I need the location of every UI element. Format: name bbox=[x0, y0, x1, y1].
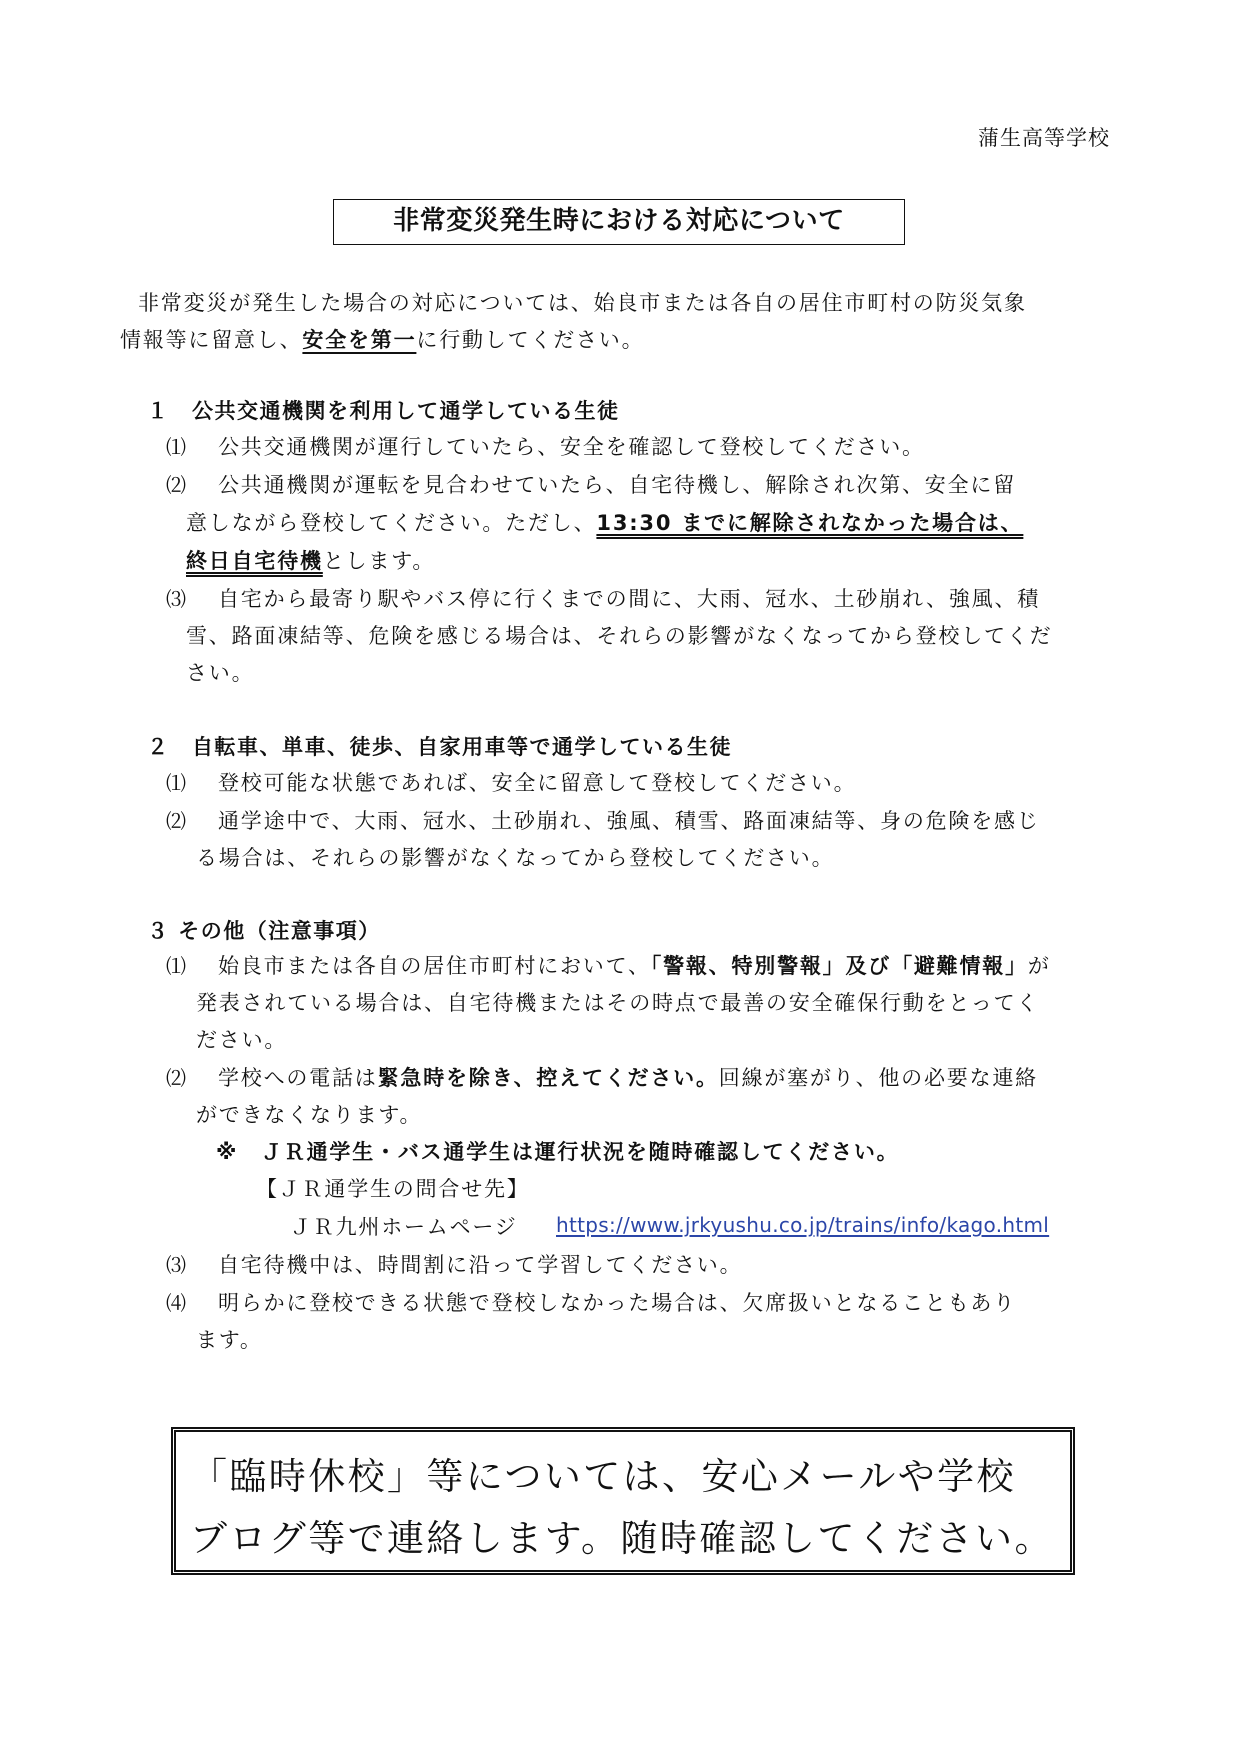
section-3-item-1-line-1 bbox=[218, 950, 1051, 980]
section-1-item-3-line-1: 自宅から最寄り駅やバス停に行くまでの間に、大雨、冠水、土砂崩れ、強風、積 bbox=[218, 587, 1041, 611]
section-3-item-2-line-2: ができなくなります。 bbox=[196, 1103, 423, 1127]
section-3-item-1-line-3: ださい。 bbox=[196, 1028, 288, 1052]
item-number: ⑶ bbox=[166, 1253, 186, 1277]
section-3-item-4-line-1: 明らかに登校できる状態で登校しなかった場合は、欠席扱いとなることもあり bbox=[218, 1291, 1016, 1315]
item-number: ⑴ bbox=[166, 954, 186, 978]
section-3-item-2-line-1 bbox=[218, 1062, 1038, 1092]
intro-text: 情報等に留意し、 bbox=[120, 328, 303, 352]
item-text: 始良市または各自の居住市町村において、 bbox=[218, 954, 651, 978]
item-number: ⑷ bbox=[166, 1291, 186, 1315]
intro-line-1: 非常変災が発生した場合の対応については、始良市または各自の居住市町村の防災気象 bbox=[138, 291, 1027, 315]
item-text: 回線が塞がり、他の必要な連絡 bbox=[718, 1066, 1038, 1090]
section-1-heading: １ 公共交通機関を利用して通学している生徒 bbox=[147, 399, 620, 423]
notice-line-1: 「臨時休校」等については、安心メールや学校 bbox=[190, 1455, 1016, 1498]
section-1-item-2-line-2 bbox=[186, 507, 1023, 537]
item-text: 意しながら登校してください。ただし、 bbox=[186, 511, 597, 535]
section-3-item-4-line-2: ます。 bbox=[196, 1328, 263, 1352]
item-number: ⑵ bbox=[166, 1066, 186, 1090]
notice-box bbox=[171, 1427, 1075, 1575]
section-2-heading: ２ 自転車、単車、徒歩、自家用車等で通学している生徒 bbox=[147, 735, 732, 759]
school-name: 蒲生高等学校 bbox=[978, 126, 1110, 150]
deadline-emphasis: 13:30 までに解除されなかった場合は、 bbox=[596, 511, 1024, 535]
intro-text: に行動してください。 bbox=[416, 328, 645, 352]
section-2-item-1: 登校可能な状態であれば、安全に留意して登校してください。 bbox=[218, 771, 857, 795]
document-title: 非常変災発生時における対応について bbox=[333, 199, 905, 245]
item-number: ⑴ bbox=[166, 435, 186, 459]
jr-kyushu-link[interactable]: https://www.jrkyushu.co.jp/trains/info/kago.html bbox=[556, 1213, 1050, 1237]
section-1-item-2-line-3 bbox=[186, 545, 435, 575]
section-1-item-3-line-2: 雪、路面凍結等、危険を感じる場合は、それらの影響がなくなってから登校してくだ bbox=[186, 624, 1053, 648]
refrain-calls-emphasis: 緊急時を除き、控えてください。 bbox=[377, 1066, 719, 1090]
section-1-item-2-line-1: 公共通機関が運転を見合わせていたら、自宅待機し、解除され次第、安全に留 bbox=[218, 473, 1016, 497]
section-3-item-1-line-2: 発表されている場合は、自宅待機またはその時点で最善の安全確保行動をとってく bbox=[196, 991, 1040, 1015]
warnings-emphasis: 「警報、特別警報」及び「避難情報」 bbox=[650, 954, 1028, 978]
section-3-heading: ３ その他（注意事項） bbox=[147, 919, 381, 943]
section-2-item-2-line-1: 通学途中で、大雨、冠水、土砂崩れ、強風、積雪、路面凍結等、身の危険を感じ bbox=[218, 809, 1040, 833]
item-number: ⑶ bbox=[166, 587, 186, 611]
item-number: ⑵ bbox=[166, 809, 186, 833]
notice-line-2: ブログ等で連絡します。随時確認してください。 bbox=[190, 1517, 1054, 1560]
item-number: ⑴ bbox=[166, 771, 186, 795]
item-text: とします。 bbox=[322, 549, 436, 573]
section-1-item-1: 公共交通機関が運行していたら、安全を確認して登校してください。 bbox=[218, 435, 925, 459]
item-text: が bbox=[1027, 954, 1051, 978]
section-1-item-3-line-3: さい。 bbox=[186, 661, 255, 685]
jr-bus-note: ※ ＪＲ通学生・バス通学生は運行状況を随時確認してください。 bbox=[216, 1140, 900, 1164]
all-day-home-emphasis: 終日自宅待機 bbox=[186, 549, 323, 573]
section-2-item-2-line-2: る場合は、それらの影響がなくなってから登校してください。 bbox=[196, 846, 835, 870]
contact-name: ＪＲ九州ホームページ bbox=[290, 1215, 518, 1239]
contact-label: 【ＪＲ通学生の問合せ先】 bbox=[256, 1177, 530, 1201]
intro-line-2 bbox=[120, 324, 644, 354]
section-3-item-3: 自宅待機中は、時間割に沿って学習してください。 bbox=[218, 1253, 743, 1277]
item-number: ⑵ bbox=[166, 473, 186, 497]
safety-first-emphasis: 安全を第一 bbox=[302, 328, 417, 352]
item-text: 学校への電話は bbox=[218, 1066, 378, 1090]
